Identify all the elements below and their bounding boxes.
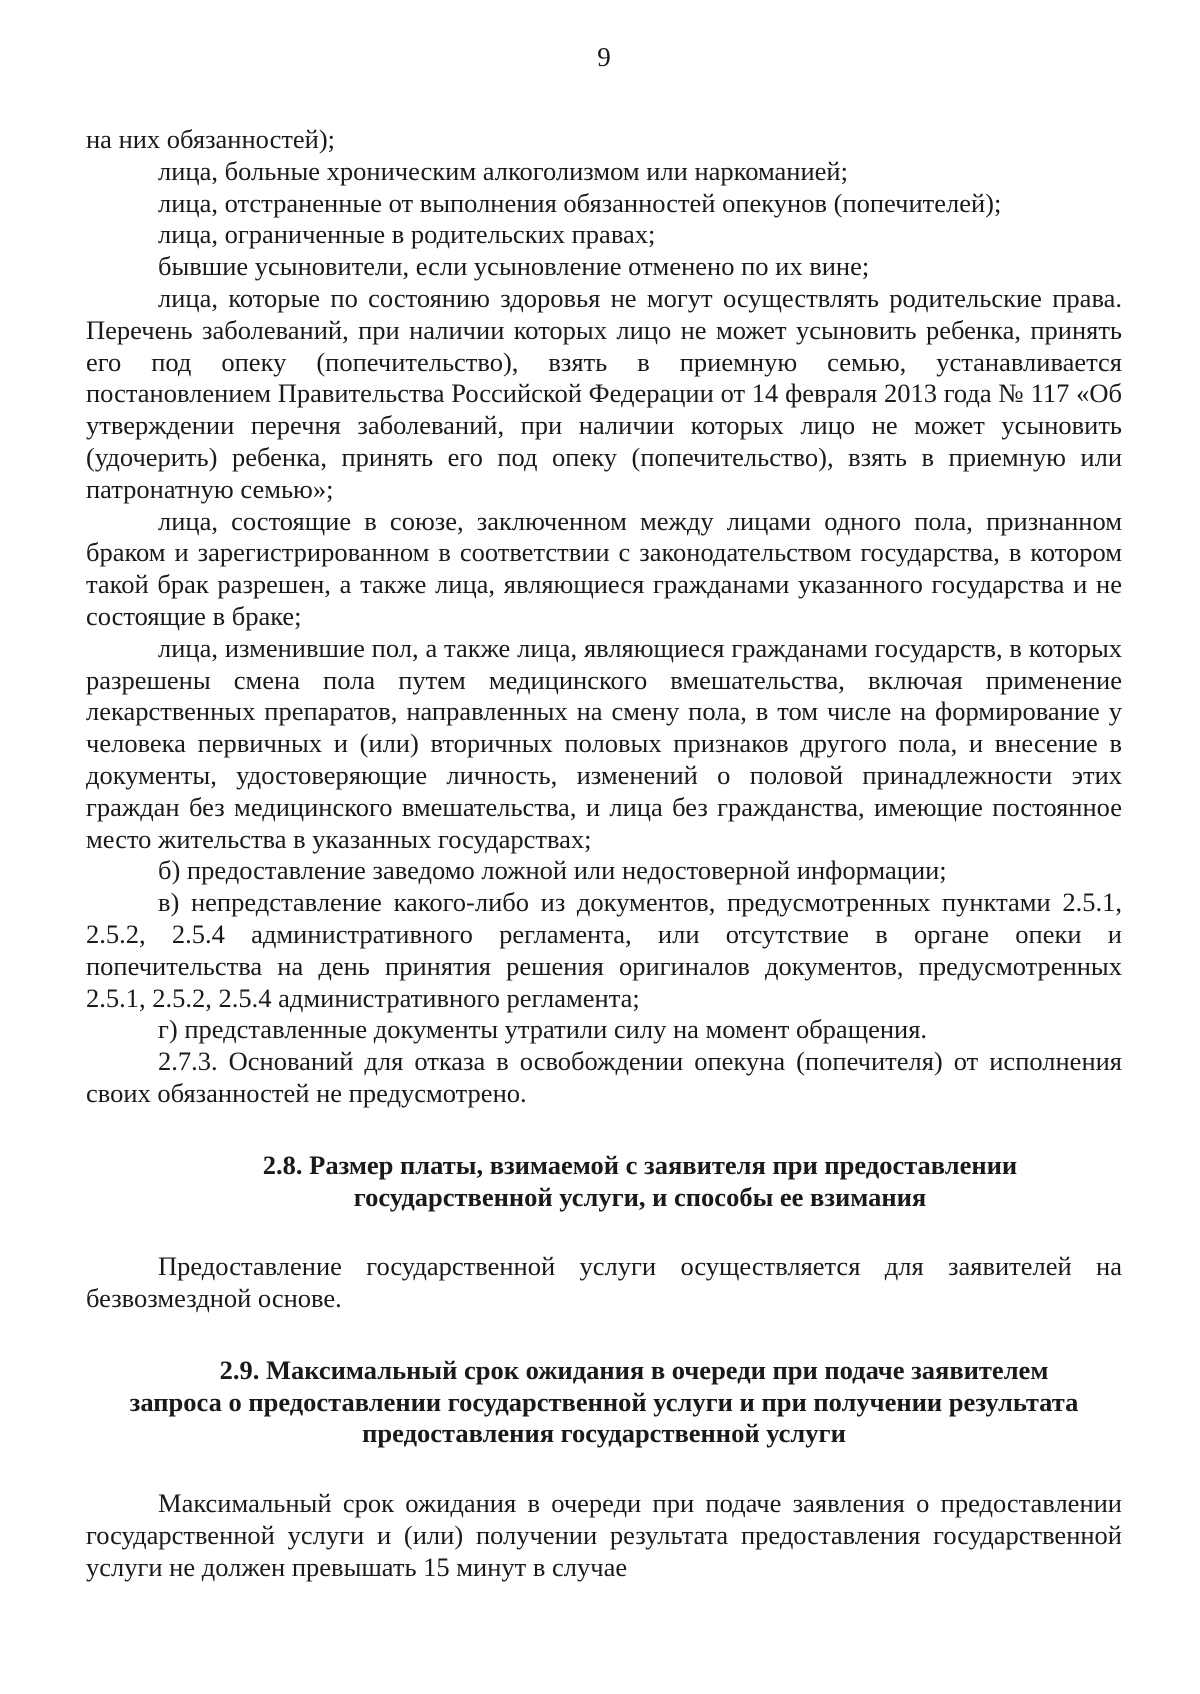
paragraph: б) предоставление заведомо ложной или недостоверной информации; [158,855,947,886]
paragraph: лица, больные хроническим алкоголизмом или наркоманией; [158,155,848,186]
paragraph: лица, состоящие в союзе, заключенном между лицами одного пола, признанном браком и зарегистрированном в соответствии с законодательством государства, в котором такой брак разрешен, а также лица, являющиеся гражданами указанного государства и не состоящие в браке; [86,505,1122,631]
heading-line: государственной услуги, и способы ее взимания [353,1181,927,1212]
paragraph: в) непредставление какого-либо из документов, предусмотренных пунктами 2.5.1, 2.5.2, 2.5.4 административного регламента, или отсутствие в органе опеки и попечительства на день принятия решения оригиналов документов, предусмотренных 2.5.1, 2.5.2, 2.5.4 административного регламента; [86,887,1122,1013]
page-number: 9 [597,42,611,72]
paragraph: лица, изменившие пол, а также лица, являющиеся гражданами государств, в которых разрешены смена пола путем медицинского вмешательства, включая применение лекарственных препаратов, направленных на смену пола, в том числе на формирование у человека первичных и (или) вторичных половых признаков другого пола, и внесение в документы, удостоверяющие личность, изменений о половой принадлежности этих граждан без медицинского вмешательства, и лица без гражданства, имеющие постоянное место жительства в указанных государствах; [86,632,1122,854]
paragraph: Максимальный срок ожидания в очереди при подаче заявления о предоставлении государственной услуги и (или) получении результата предоставления государственной услуги не должен превышать 15 минут в случае [86,1488,1122,1582]
section-heading-2-8 [86,1150,1122,1214]
heading-line: 2.8. Размер платы, взимаемой с заявителя при предоставлении [262,1149,1018,1180]
paragraph: лица, ограниченные в родительских правах; [158,219,656,250]
document-page [86,40,1122,1584]
paragraph: 2.7.3. Оснований для отказа в освобождении опекуна (попечителя) от исполнения своих обязанностей не предусмотрено. [86,1046,1122,1108]
heading-line: предоставления государственной услуги [362,1418,846,1449]
paragraph: лица, отстраненные от выполнения обязанностей опекунов (попечителей); [158,187,1002,218]
paragraph: бывшие усыновители, если усыновление отменено по их вине; [158,251,870,282]
paragraph: лица, которые по состоянию здоровья не могут осуществлять родительские права. Перечень заболеваний, при наличии которых лицо не может усыновить ребенка, принять его под опеку (попечительство), взять в приемную семью, устанавливается постановлением Правительства Российской Федерации от 14 февраля 2013 года № 117 «Об утверждении перечня заболеваний, при наличии которых лицо не может усыновить (удочерить) ребенка, принять его под опеку (попечительство), взять в приемную или патронатную семью»; [86,282,1122,504]
paragraph: Предоставление государственной услуги осуществляется для заявителей на безвозмездной основе. [86,1251,1122,1314]
document-body [86,124,1122,1584]
heading-line: запроса о предоставлении государственной услуги и при получении результата [129,1386,1079,1417]
section-heading-2-9 [86,1355,1122,1450]
paragraph: на них обязанностей); [86,124,336,154]
paragraph: г) представленные документы утратили силу на момент обращения. [158,1014,928,1045]
heading-line: 2.9. Максимальный срок ожидания в очереди при подаче заявителем [219,1354,1049,1385]
